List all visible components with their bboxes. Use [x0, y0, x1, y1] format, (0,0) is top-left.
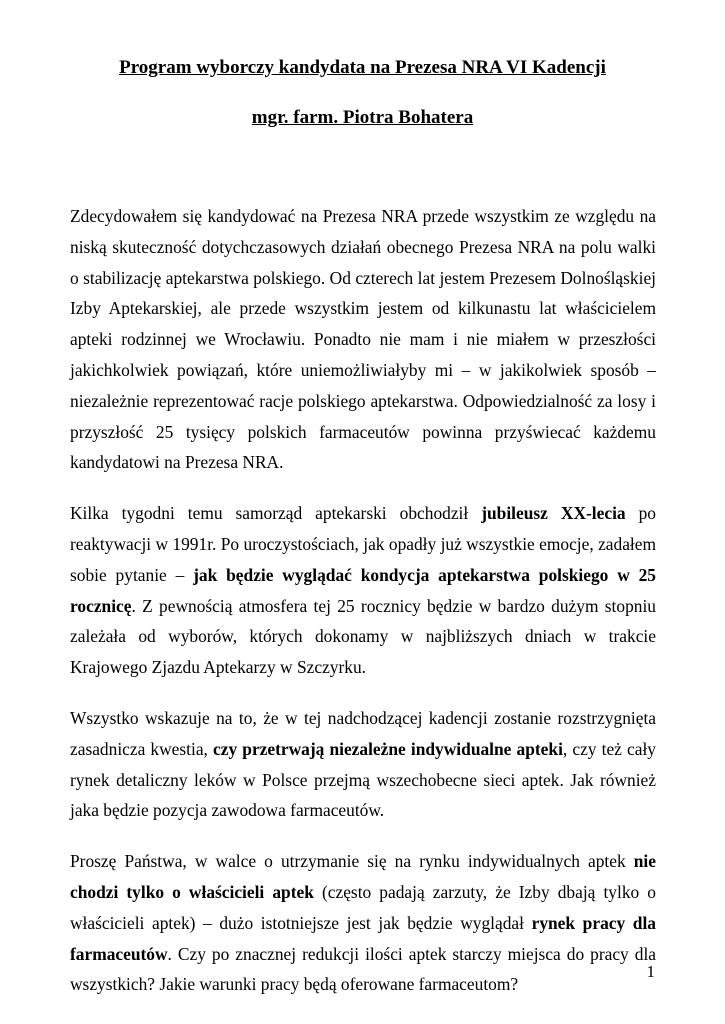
candidate-name-heading: mgr. farm. Piotra Bohatera [251, 107, 474, 128]
emphasis-text: jak będzie wyglądać kondycja aptekarstwa polskiego w 25 rocznicę [70, 564, 656, 616]
paragraph-text: Kilka tygodni temu samorząd aptekarski obchodził [70, 503, 482, 524]
paragraph-text: po reaktywacji w 1991r. Po uroczystościach, jak opadły już wszystkie emocje, zadałem sobie pytanie – [70, 503, 656, 585]
paragraph-4 [70, 846, 656, 1000]
document-title: Program wyborczy kandydata na Prezesa NRA VI Kadencji [119, 57, 606, 78]
document-body [70, 201, 656, 1020]
paragraph-3 [70, 703, 656, 826]
paragraph-1 [70, 201, 656, 478]
emphasis-text: czy przetrwają niezależne indywidualne apteki [213, 738, 563, 759]
paragraph-text: . Z pewnością atmosfera tej 25 rocznicy będzie w bardzo dużym stopniu zależała od wyborów, których dokonamy w najbliższych dniach w trakcie Krajowego Zjazdu Aptekarzy w Szczyrku. [70, 595, 656, 678]
emphasis-text: nie chodzi tylko o właścicieli aptek [70, 851, 656, 902]
paragraph-text: Proszę Państwa, w walce o utrzymanie się na rynku indywidualnych aptek [70, 851, 634, 872]
emphasis-text: jubileusz XX-lecia [481, 503, 626, 524]
page-number: 1 [646, 962, 655, 981]
paragraph-2 [70, 498, 656, 683]
paragraph-text: , czy też cały rynek detaliczny leków w Polsce przejmą wszechobecne sieci aptek. Jak również jaka będzie pozycja zawodowa farmaceutów. [70, 738, 656, 821]
paragraph-text: Zdecydowałem się kandydować na Prezesa NRA przede wszystkim ze względu na niską skuteczność dotychczasowych działań obecnego Prezesa NRA na polu walki o stabilizację aptekarstwa polskiego. Od czterech lat jestem Prezesem Dolnośląskiej Izby Aptekarskiej, ale przede wszystkim jestem od kilkunastu lat właścicielem apteki rodzinnej we Wrocławiu. Ponadto nie mam i nie miałem w przeszłości jakichkolwiek powiązań, które uniemożliwiałyby mi – w jakikolwiek sposób – niezależnie reprezentować racje polskiego aptekarstwa. Odpowiedzialność za losy i przyszłość 25 tysięcy polskich farmaceutów powinna przyświecać każdemu kandydatowi na Prezesa NRA. [70, 206, 656, 473]
paragraph-text: . Czy po znacznej redukcji ilości aptek starczy miejsca do pracy dla wszystkich? Jakie warunki pracy będą oferowane farmaceutom? [70, 943, 656, 995]
paragraph-text: Wszystko wskazuje na to, że w tej nadchodzącej kadencji zostanie rozstrzygnięta zasadnicza kwestia, [70, 707, 656, 759]
paragraph-text: (często padają zarzuty, że Izby dbają tylko o właścicieli aptek) – dużo istotniejsze jest jak będzie wyglądał [70, 881, 657, 933]
emphasis-text: rynek pracy dla farmaceutów [70, 912, 656, 964]
